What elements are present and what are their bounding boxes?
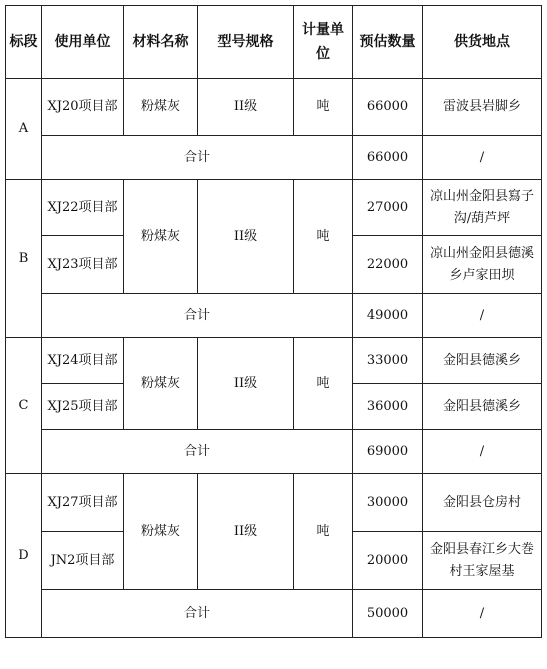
header-section: 标段 [6,6,42,79]
procurement-table [5,5,542,638]
table-row [6,474,542,532]
table-row [6,338,542,384]
table-row [6,180,542,236]
qty-cell: 66000 [353,79,423,136]
unit-cell: XJ25项目部 [42,384,124,430]
qty-cell: 33000 [353,338,423,384]
header-measure: 计量单位 [294,6,353,79]
place-cell: 金阳县仓房村 [423,474,542,532]
unit-cell: XJ22项目部 [42,180,124,236]
material-cell: 粉煤灰 [124,474,198,590]
header-material: 材料名称 [124,6,198,79]
measure-cell: 吨 [294,79,353,136]
qty-cell: 20000 [353,532,423,590]
total-row [6,430,542,474]
spec-cell: II级 [198,474,294,590]
total-label: 合计 [42,136,353,180]
header-spec: 型号规格 [198,6,294,79]
total-label: 合计 [42,294,353,338]
place-cell: 凉山州金阳县寫子沟/葫芦坪 [423,180,542,236]
section-cell: B [6,180,42,338]
unit-cell: XJ24项目部 [42,338,124,384]
qty-cell: 36000 [353,384,423,430]
total-place: / [423,136,542,180]
material-cell: 粉煤灰 [124,79,198,136]
section-cell: A [6,79,42,180]
total-label: 合计 [42,430,353,474]
place-cell: 金阳县德溪乡 [423,384,542,430]
table-header-row [6,6,542,79]
material-cell: 粉煤灰 [124,338,198,430]
qty-cell: 22000 [353,236,423,294]
place-cell: 金阳县德溪乡 [423,338,542,384]
place-cell: 雷波县岩脚乡 [423,79,542,136]
total-label: 合计 [42,590,353,638]
total-qty: 50000 [353,590,423,638]
place-cell: 凉山州金阳县德溪乡卢家田坝 [423,236,542,294]
total-place: / [423,430,542,474]
measure-cell: 吨 [294,180,353,294]
total-row [6,294,542,338]
total-place: / [423,294,542,338]
spec-cell: II级 [198,338,294,430]
section-cell: D [6,474,42,638]
qty-cell: 27000 [353,180,423,236]
unit-cell: XJ20项目部 [42,79,124,136]
header-place: 供货地点 [423,6,542,79]
section-cell: C [6,338,42,474]
total-qty: 66000 [353,136,423,180]
unit-cell: XJ27项目部 [42,474,124,532]
table-row [6,79,542,136]
total-qty: 49000 [353,294,423,338]
measure-cell: 吨 [294,338,353,430]
total-qty: 69000 [353,430,423,474]
header-unit: 使用单位 [42,6,124,79]
unit-cell: JN2项目部 [42,532,124,590]
spec-cell: II级 [198,79,294,136]
material-cell: 粉煤灰 [124,180,198,294]
header-qty: 预估数量 [353,6,423,79]
measure-cell: 吨 [294,474,353,590]
total-row [6,590,542,638]
place-cell: 金阳县春江乡大巻村王家屋基 [423,532,542,590]
qty-cell: 30000 [353,474,423,532]
total-place: / [423,590,542,638]
unit-cell: XJ23项目部 [42,236,124,294]
spec-cell: II级 [198,180,294,294]
total-row [6,136,542,180]
